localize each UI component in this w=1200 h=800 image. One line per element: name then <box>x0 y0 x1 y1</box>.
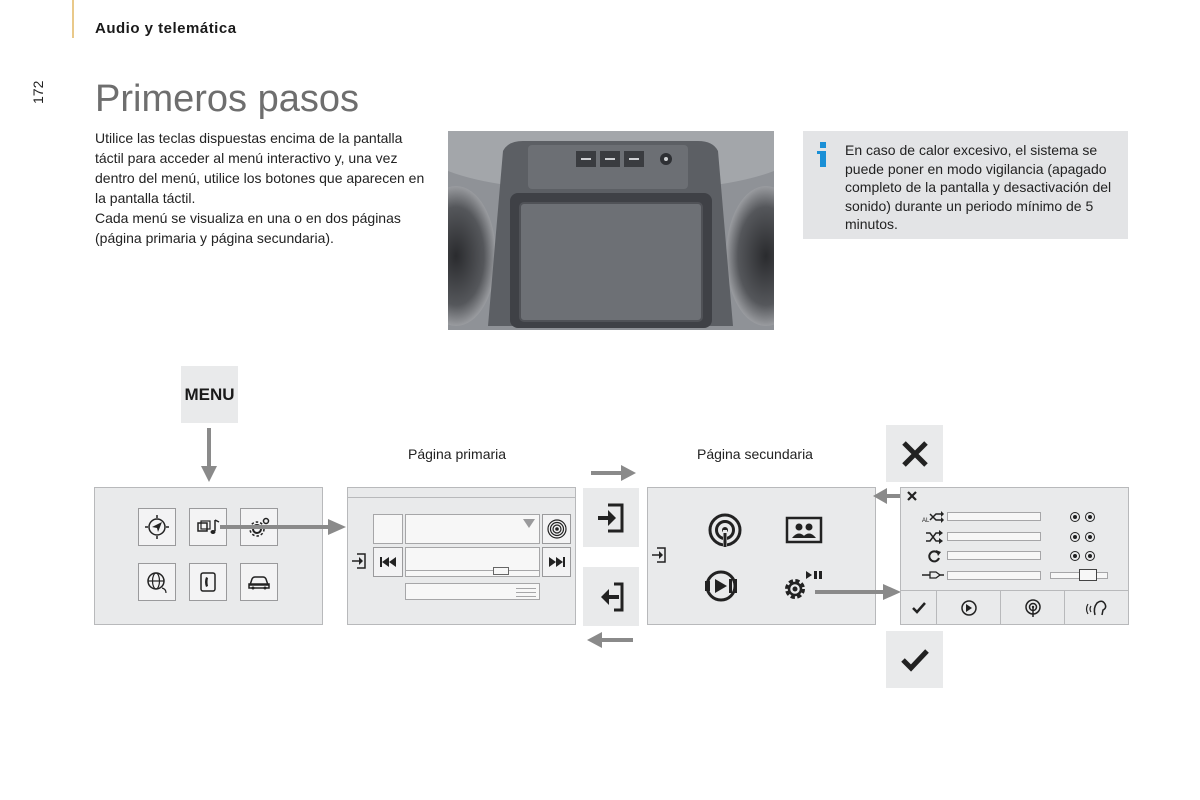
arrow-right-icon <box>220 517 348 537</box>
vehicle-icon <box>246 569 272 595</box>
frequency-slider-handle[interactable] <box>493 567 509 575</box>
next-track-button[interactable] <box>542 547 571 577</box>
confirm-key[interactable] <box>886 631 943 688</box>
page-switch-icon[interactable] <box>351 553 367 569</box>
arrow-down-icon <box>199 428 219 484</box>
page-switch-icon[interactable] <box>651 547 667 563</box>
arrow-right-icon <box>591 465 637 481</box>
confirm-button[interactable] <box>901 591 937 624</box>
source-dropdown[interactable] <box>405 514 540 544</box>
frequency-scale <box>406 570 539 571</box>
close-icon <box>900 439 930 469</box>
media-player-icon <box>958 599 980 617</box>
media-player-icon[interactable] <box>703 569 745 603</box>
close-small-icon[interactable] <box>906 490 918 502</box>
frequency-field <box>405 547 540 577</box>
header-rule <box>72 0 74 38</box>
connected-services-icon <box>144 569 170 595</box>
dashboard-illustration <box>448 131 774 330</box>
navigation-icon <box>144 514 170 540</box>
station-info-field <box>405 583 540 600</box>
voice-command-icon <box>1085 598 1109 618</box>
radio-icon[interactable] <box>706 511 744 549</box>
intro-text <box>95 128 430 248</box>
aux-cable-icon <box>922 569 944 581</box>
close-key[interactable] <box>886 425 943 482</box>
aux-level-field[interactable] <box>947 512 1041 521</box>
page-number: 172 <box>30 80 46 104</box>
photo-icon[interactable] <box>785 515 823 545</box>
option-radios-icon[interactable] <box>1069 531 1097 543</box>
check-icon <box>912 602 926 614</box>
aux-shuffle-icon <box>922 510 944 524</box>
page-back-icon <box>595 581 627 613</box>
list-icon <box>516 587 536 597</box>
intro-paragraph: Utilice las teclas dispuestas encima de la pantalla táctil para acceder al menú interactivo y, una vez dentro del menú, utilice los botones que aparecen en la pantalla táctil. <box>95 130 425 206</box>
telephone-icon <box>195 569 221 595</box>
skip-back-icon <box>378 555 398 569</box>
chevron-down-icon <box>523 519 535 529</box>
aux-input-field[interactable] <box>947 571 1041 580</box>
next-page-key[interactable] <box>583 488 639 547</box>
skip-forward-icon <box>547 555 567 569</box>
media-icon <box>195 514 221 540</box>
option-radios-icon[interactable] <box>1069 550 1097 562</box>
radio-tab-button[interactable] <box>1001 591 1065 624</box>
navigation-button[interactable] <box>138 508 176 546</box>
telephone-button[interactable] <box>189 563 227 601</box>
info-text: En caso de calor excesivo, el sistema se puede poner en modo vigilancia (apagado completo de la pantalla y desactivación del sonido) durante un periodo mínimo de 5 minutos. <box>845 142 1112 232</box>
menu-key[interactable]: MENU <box>181 366 238 423</box>
arrow-right-icon <box>815 582 903 602</box>
page-title: Primeros pasos <box>95 78 359 120</box>
secondary-page-label: Página secundaria <box>697 446 813 462</box>
media-tab-button[interactable] <box>937 591 1001 624</box>
page-forward-icon <box>595 502 627 534</box>
primary-page-label: Página primaria <box>408 446 507 462</box>
shuffle-field[interactable] <box>947 532 1041 541</box>
vehicle-button[interactable] <box>240 563 278 601</box>
radio-source-button[interactable] <box>542 514 571 544</box>
svg-text:AL: AL <box>922 518 930 524</box>
dashboard-photo <box>448 131 774 330</box>
secondary-page-screen <box>647 487 876 625</box>
shuffle-icon <box>925 530 943 544</box>
previous-track-button[interactable] <box>373 547 403 577</box>
radio-wave-icon <box>546 518 568 540</box>
repeat-icon <box>926 549 942 563</box>
option-radios-icon[interactable] <box>1069 511 1097 523</box>
connected-services-button[interactable] <box>138 563 176 601</box>
check-icon <box>901 648 929 672</box>
repeat-field[interactable] <box>947 551 1041 560</box>
preset-slot[interactable] <box>373 514 403 544</box>
info-icon <box>816 142 830 168</box>
screen-divider <box>348 497 575 498</box>
previous-page-key[interactable] <box>583 567 639 626</box>
arrow-left-icon <box>587 632 633 648</box>
aux-gain-slider-handle[interactable] <box>1079 569 1097 581</box>
section-title: Audio y telemática <box>95 20 237 37</box>
radio-icon <box>1022 598 1044 618</box>
intro-paragraph: Cada menú se visualiza en una o en dos páginas (página primaria y página secundaria). <box>95 210 401 246</box>
voice-tab-button[interactable] <box>1065 591 1128 624</box>
